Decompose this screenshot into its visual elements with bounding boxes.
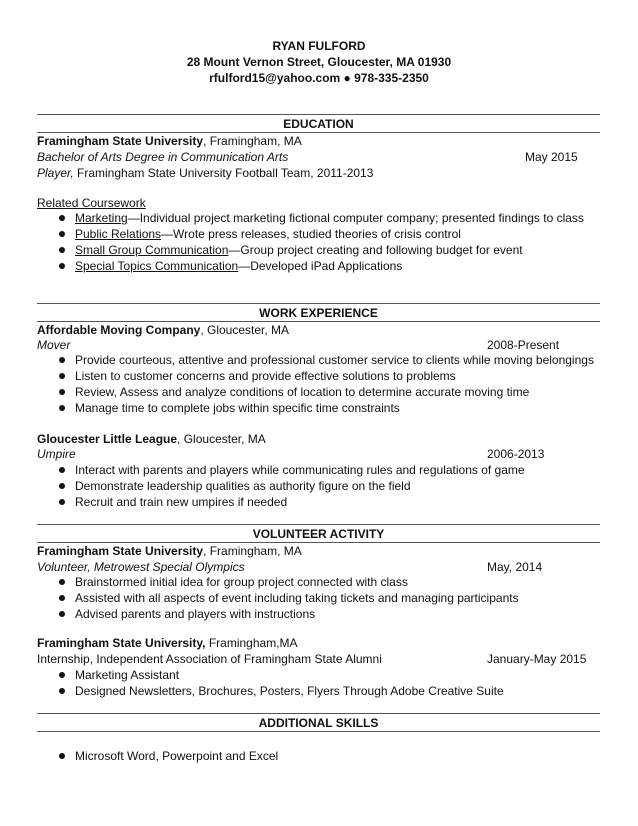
bullet-icon <box>59 389 65 395</box>
bullet-icon <box>59 499 65 505</box>
education-heading: EDUCATION <box>283 117 354 131</box>
list-item: Manage time to complete jobs within specific time constraints <box>75 401 400 415</box>
bullet-icon <box>59 579 65 585</box>
list-item: Advised parents and players with instructions <box>75 607 316 621</box>
bullet-icon <box>59 357 65 363</box>
applicant-name: RYAN FULFORD <box>272 39 366 53</box>
bullet-icon <box>59 672 65 678</box>
education-school-line <box>37 133 302 149</box>
bullet-icon <box>59 231 65 237</box>
bullet-icon <box>59 595 65 601</box>
list-item: Listen to customer concerns and provide effective solutions to problems <box>75 369 456 383</box>
education-player-text: Framingham State University Football Team, 2011-2013 <box>73 166 374 180</box>
list-item: Review, Assess and analyze conditions of location to determine accurate moving time <box>75 385 530 399</box>
bullet-icon <box>59 405 65 411</box>
list-item: Marketing—Individual project marketing fictional computer company; presented findings to class <box>75 211 584 225</box>
list-item: Provide courteous, attentive and professional customer service to clients while moving belongings <box>75 353 594 367</box>
education-date: May 2015 <box>525 150 578 164</box>
work-heading: WORK EXPERIENCE <box>259 306 378 320</box>
list-item: Marketing Assistant <box>75 668 180 682</box>
job-company-line: Gloucester Little League, Gloucester, MA <box>37 432 266 446</box>
skills-heading: ADDITIONAL SKILLS <box>258 716 379 730</box>
list-item: Interact with parents and players while communicating rules and regulations of game <box>75 463 525 477</box>
bullet-icon <box>59 215 65 221</box>
volunteer-date: May, 2014 <box>487 560 543 574</box>
job-date: 2008-Present <box>487 338 560 352</box>
volunteer-org-line: Framingham State University, Framingham, MA <box>37 544 302 558</box>
list-item: Designed Newsletters, Brochures, Posters, Flyers Through Adobe Creative Suite <box>75 684 504 698</box>
applicant-contact: rfulford15@yahoo.com ● 978-335-2350 <box>209 71 429 85</box>
bullet-icon <box>59 688 65 694</box>
applicant-address: 28 Mount Vernon Street, Gloucester, MA 01930 <box>186 55 452 69</box>
job-date: 2006-2013 <box>487 447 545 461</box>
education-player-label: Player, <box>37 166 74 180</box>
bullet-icon <box>59 483 65 489</box>
list-item: Public Relations—Wrote press releases, studied theories of crisis control <box>75 227 461 241</box>
list-item: Demonstrate leadership qualities as authority figure on the field <box>75 479 411 493</box>
section-rule-top <box>37 114 600 115</box>
list-item: Microsoft Word, Powerpoint and Excel <box>75 749 279 763</box>
bullet-icon <box>59 467 65 473</box>
list-item: Small Group Communication—Group project creating and following budget for event <box>75 243 523 257</box>
volunteer-date: January-May 2015 <box>487 652 587 666</box>
job-role: Umpire <box>37 447 76 461</box>
bullet-icon <box>59 753 65 759</box>
volunteer-org-line: Framingham State University, Framingham,MA <box>37 636 298 650</box>
section-rule-top <box>37 303 600 304</box>
section-rule-top <box>37 524 600 525</box>
bullet-icon <box>59 263 65 269</box>
job-company-line: Affordable Moving Company, Gloucester, MA <box>37 323 290 337</box>
list-item: Brainstormed initial idea for group project connected with class <box>75 575 408 589</box>
bullet-icon <box>59 611 65 617</box>
volunteer-heading: VOLUNTEER ACTIVITY <box>252 527 385 541</box>
list-item: Recruit and train new umpires if needed <box>75 495 288 509</box>
bullet-icon <box>59 247 65 253</box>
education-school: Framingham State University <box>37 134 204 148</box>
section-rule-top <box>37 713 600 714</box>
bullet-icon <box>59 373 65 379</box>
volunteer-role: Volunteer, Metrowest Special Olympics <box>37 560 245 574</box>
education-player-line <box>37 165 373 181</box>
education-degree: Bachelor of Arts Degree in Communication Arts <box>37 150 289 164</box>
volunteer-role: Internship, Independent Association of Framingham State Alumni <box>37 652 382 666</box>
section-rule-bottom <box>37 731 600 732</box>
list-item: Special Topics Communication—Developed iPad Applications <box>75 259 403 273</box>
list-item: Assisted with all aspects of event including taking tickets and managing participants <box>75 591 519 605</box>
education-school-location: , Framingham, MA <box>203 134 302 148</box>
coursework-label: Related Coursework <box>37 196 146 210</box>
job-role: Mover <box>37 338 71 352</box>
